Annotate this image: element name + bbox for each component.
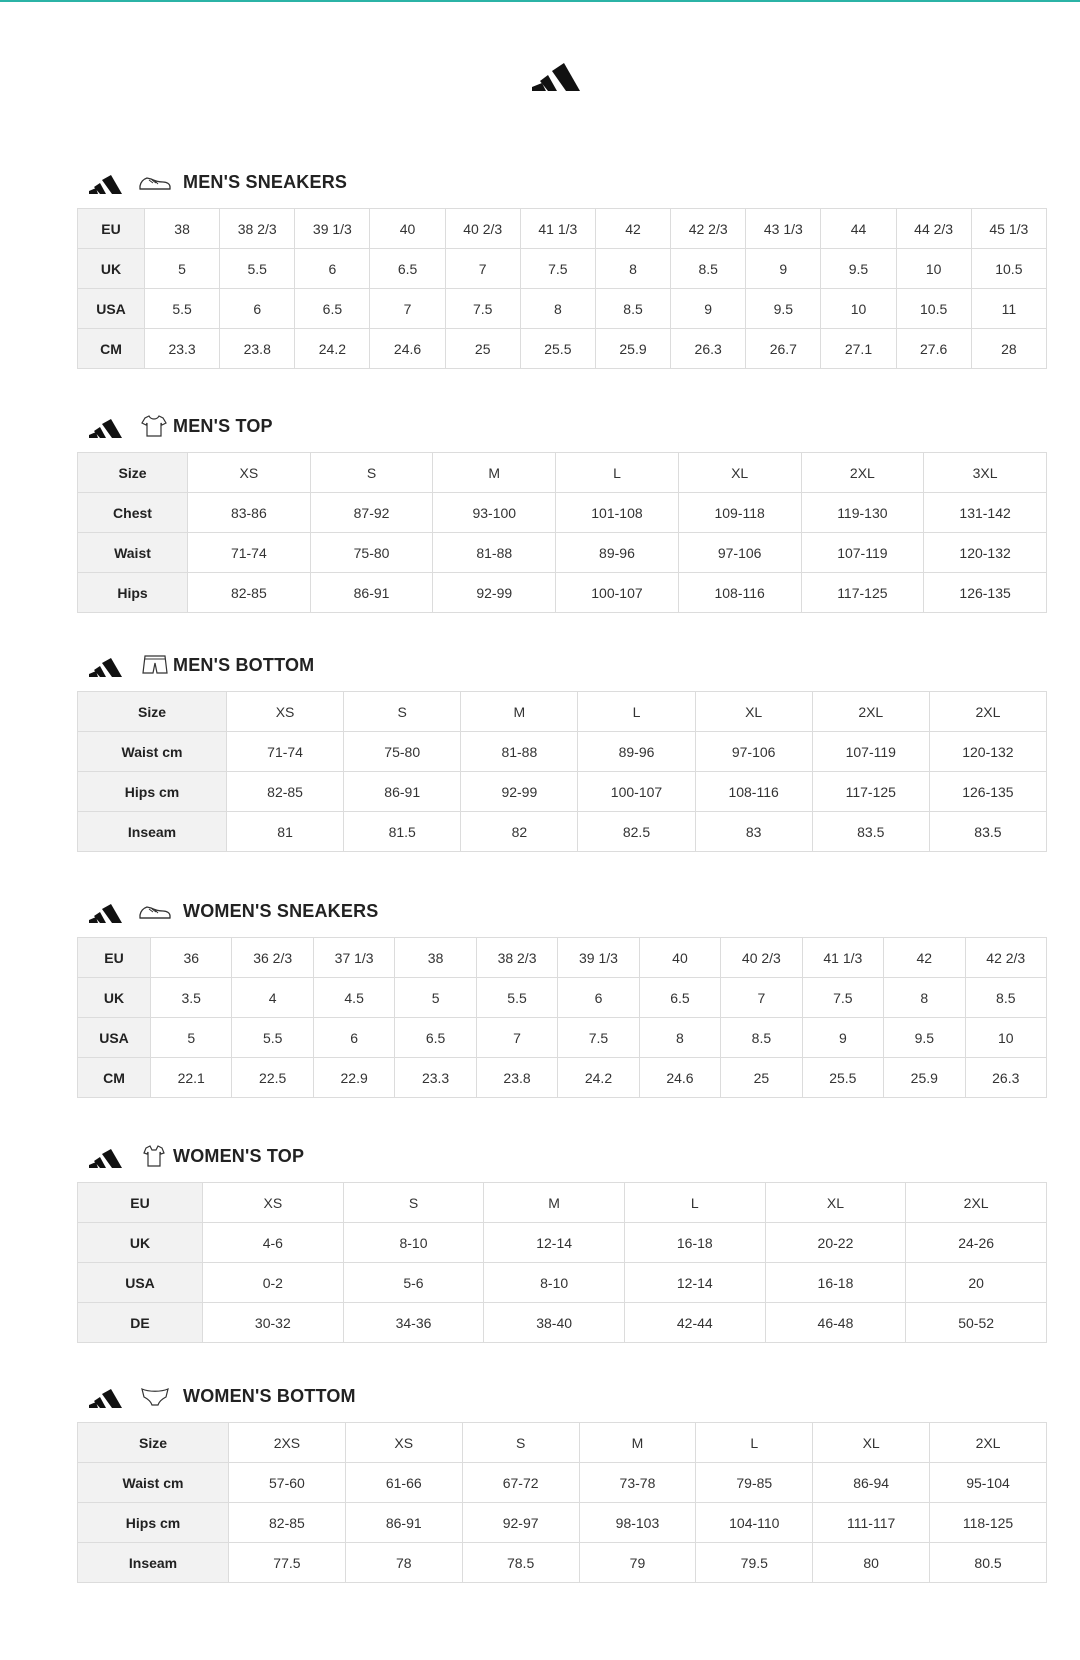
table-cell: 20 <box>906 1263 1047 1303</box>
row-label: DE <box>78 1303 203 1343</box>
table-cell: 7.5 <box>520 249 595 289</box>
table-cell: XL <box>813 1423 930 1463</box>
top-accent-line <box>0 0 1080 2</box>
table-row <box>78 1543 1047 1583</box>
table-cell: 6.5 <box>295 289 370 329</box>
row-label: UK <box>78 978 151 1018</box>
table-cell: 26.3 <box>671 329 746 369</box>
section-womens-sneakers <box>77 891 1047 1098</box>
row-label: UK <box>78 249 145 289</box>
table-cell: L <box>696 1423 813 1463</box>
table-cell: 81-88 <box>461 732 578 772</box>
table-cell: 80 <box>813 1543 930 1583</box>
table-row <box>78 772 1047 812</box>
table-cell: 30-32 <box>203 1303 344 1343</box>
table-cell: 3.5 <box>151 978 232 1018</box>
table-row <box>78 329 1047 369</box>
table-cell: 34-36 <box>343 1303 484 1343</box>
table-cell: 92-99 <box>433 573 556 613</box>
table-cell: L <box>578 692 695 732</box>
table-cell: 5.5 <box>220 249 295 289</box>
table-cell: M <box>433 453 556 493</box>
table-cell: 24.2 <box>558 1058 639 1098</box>
table-cell: 118-125 <box>930 1503 1047 1543</box>
table-row <box>78 1303 1047 1343</box>
table-cell: 39 1/3 <box>558 938 639 978</box>
section-header <box>77 1376 1047 1416</box>
table-cell: 11 <box>971 289 1046 329</box>
table-cell: 23.8 <box>476 1058 557 1098</box>
table-cell: 10 <box>896 249 971 289</box>
table-cell: 108-116 <box>695 772 812 812</box>
table-cell: 92-97 <box>462 1503 579 1543</box>
table-row <box>78 453 1047 493</box>
table-cell: 16-18 <box>624 1223 765 1263</box>
table-cell: 2XL <box>801 453 924 493</box>
table-cell: 6 <box>313 1018 394 1058</box>
row-label: Hips <box>78 573 188 613</box>
table-cell: 126-135 <box>929 772 1046 812</box>
briefs-icon <box>137 1383 173 1409</box>
table-row <box>78 978 1047 1018</box>
table-cell: 5 <box>145 249 220 289</box>
table-cell: 38 <box>395 938 476 978</box>
table-cell: 9 <box>746 249 821 289</box>
table-cell: XL <box>695 692 812 732</box>
table-cell: 7 <box>721 978 802 1018</box>
table-cell: XS <box>188 453 311 493</box>
table-cell: 27.1 <box>821 329 896 369</box>
table-cell: 89-96 <box>556 533 679 573</box>
table-cell: 25.9 <box>595 329 670 369</box>
table-cell: 41 1/3 <box>520 209 595 249</box>
table-row <box>78 938 1047 978</box>
table-row <box>78 533 1047 573</box>
table-cell: 107-119 <box>801 533 924 573</box>
section-title: MEN'S SNEAKERS <box>183 171 348 192</box>
table-cell: 8 <box>595 249 670 289</box>
table-cell: 25.9 <box>884 1058 965 1098</box>
table-cell: 24.2 <box>295 329 370 369</box>
table-row <box>78 573 1047 613</box>
section-header <box>77 162 1047 202</box>
row-label: Waist cm <box>78 1463 229 1503</box>
size-table <box>77 208 1047 369</box>
row-label: USA <box>78 1018 151 1058</box>
table-cell: 9 <box>671 289 746 329</box>
size-table <box>77 937 1047 1098</box>
table-cell: 50-52 <box>906 1303 1047 1343</box>
table-cell: 82 <box>461 812 578 852</box>
table-cell: 40 2/3 <box>721 938 802 978</box>
section-mens-sneakers <box>77 162 1047 369</box>
table-cell: 2XL <box>930 1423 1047 1463</box>
table-row <box>78 1503 1047 1543</box>
table-cell: XS <box>345 1423 462 1463</box>
table-cell: 36 <box>151 938 232 978</box>
table-cell: 10.5 <box>896 289 971 329</box>
table-cell: 67-72 <box>462 1463 579 1503</box>
table-row <box>78 209 1047 249</box>
section-title: WOMEN'S SNEAKERS <box>183 900 379 921</box>
table-cell: M <box>484 1183 625 1223</box>
table-cell: 61-66 <box>345 1463 462 1503</box>
table-cell: 28 <box>971 329 1046 369</box>
table-cell: 73-78 <box>579 1463 696 1503</box>
table-cell: 131-142 <box>924 493 1047 533</box>
table-cell: 9.5 <box>821 249 896 289</box>
row-label: Hips cm <box>78 1503 229 1543</box>
row-label: CM <box>78 1058 151 1098</box>
table-cell: 83.5 <box>812 812 929 852</box>
table-cell: 108-116 <box>678 573 801 613</box>
section-title: WOMEN'S BOTTOM <box>183 1385 356 1406</box>
section-title: MEN'S BOTTOM <box>173 654 315 675</box>
table-cell: 23.8 <box>220 329 295 369</box>
table-cell: 83 <box>695 812 812 852</box>
section-header <box>77 891 1047 931</box>
row-label: Waist <box>78 533 188 573</box>
table-cell: 81 <box>227 812 344 852</box>
table-row <box>78 1423 1047 1463</box>
table-cell: 6 <box>220 289 295 329</box>
table-cell: 5 <box>151 1018 232 1058</box>
table-cell: 40 <box>370 209 445 249</box>
table-cell: 82-85 <box>227 772 344 812</box>
table-cell: 4 <box>232 978 313 1018</box>
table-cell: 16-18 <box>765 1263 906 1303</box>
brand-logo-icon <box>89 170 127 194</box>
row-label: Inseam <box>78 812 227 852</box>
table-row <box>78 692 1047 732</box>
row-label: Size <box>78 1423 229 1463</box>
row-label: Hips cm <box>78 772 227 812</box>
table-cell: 7.5 <box>558 1018 639 1058</box>
table-cell: 27.6 <box>896 329 971 369</box>
table-cell: S <box>310 453 433 493</box>
table-cell: 2XL <box>812 692 929 732</box>
table-cell: 23.3 <box>395 1058 476 1098</box>
table-cell: 93-100 <box>433 493 556 533</box>
table-cell: 83-86 <box>188 493 311 533</box>
table-cell: 98-103 <box>579 1503 696 1543</box>
table-cell: 40 2/3 <box>445 209 520 249</box>
size-table <box>77 1422 1047 1583</box>
table-cell: 38 2/3 <box>220 209 295 249</box>
section-header <box>77 406 1047 446</box>
table-cell: S <box>343 1183 484 1223</box>
table-cell: 44 <box>821 209 896 249</box>
table-cell: 12-14 <box>624 1263 765 1303</box>
table-cell: 86-94 <box>813 1463 930 1503</box>
table-cell: 71-74 <box>188 533 311 573</box>
table-cell: 6.5 <box>639 978 720 1018</box>
table-cell: 79.5 <box>696 1543 813 1583</box>
table-row <box>78 1223 1047 1263</box>
table-cell: 57-60 <box>229 1463 346 1503</box>
table-cell: 25 <box>721 1058 802 1098</box>
table-cell: 8 <box>639 1018 720 1058</box>
table-cell: 83.5 <box>929 812 1046 852</box>
women-top-icon <box>137 1143 173 1169</box>
table-cell: 5-6 <box>343 1263 484 1303</box>
table-cell: 6 <box>558 978 639 1018</box>
table-cell: 109-118 <box>678 493 801 533</box>
table-body <box>78 209 1047 369</box>
table-row <box>78 493 1047 533</box>
section-womens-bottom <box>77 1376 1047 1583</box>
table-cell: 45 1/3 <box>971 209 1046 249</box>
table-cell: 39 1/3 <box>295 209 370 249</box>
table-cell: 117-125 <box>812 772 929 812</box>
table-cell: 86-91 <box>345 1503 462 1543</box>
table-cell: 9.5 <box>746 289 821 329</box>
table-cell: 26.3 <box>965 1058 1046 1098</box>
size-table <box>77 452 1047 613</box>
table-cell: 120-132 <box>924 533 1047 573</box>
table-cell: 86-91 <box>344 772 461 812</box>
row-label: Chest <box>78 493 188 533</box>
table-cell: 22.1 <box>151 1058 232 1098</box>
table-cell: 8.5 <box>595 289 670 329</box>
table-cell: M <box>461 692 578 732</box>
brand-logo-icon <box>89 653 127 677</box>
table-cell: XL <box>678 453 801 493</box>
table-cell: 2XL <box>906 1183 1047 1223</box>
table-body <box>78 692 1047 852</box>
table-cell: 25 <box>445 329 520 369</box>
table-cell: 7 <box>445 249 520 289</box>
table-cell: 119-130 <box>801 493 924 533</box>
row-label: Size <box>78 692 227 732</box>
table-cell: 9 <box>802 1018 883 1058</box>
sneaker-icon <box>137 169 173 195</box>
table-row <box>78 249 1047 289</box>
table-cell: 6.5 <box>370 249 445 289</box>
table-cell: 78 <box>345 1543 462 1583</box>
brand-logo-icon <box>89 1144 127 1168</box>
table-cell: 36 2/3 <box>232 938 313 978</box>
table-cell: 82-85 <box>229 1503 346 1543</box>
table-body <box>78 453 1047 613</box>
table-cell: 104-110 <box>696 1503 813 1543</box>
table-cell: 100-107 <box>556 573 679 613</box>
table-row <box>78 1058 1047 1098</box>
row-label: USA <box>78 1263 203 1303</box>
table-cell: 82.5 <box>578 812 695 852</box>
table-cell: 22.9 <box>313 1058 394 1098</box>
row-label: EU <box>78 938 151 978</box>
table-cell: 3XL <box>924 453 1047 493</box>
table-cell: XS <box>203 1183 344 1223</box>
row-label: CM <box>78 329 145 369</box>
table-cell: 38 2/3 <box>476 938 557 978</box>
sneaker-icon <box>137 898 173 924</box>
row-label: Inseam <box>78 1543 229 1583</box>
table-cell: 24.6 <box>639 1058 720 1098</box>
table-cell: 92-99 <box>461 772 578 812</box>
table-cell: 80.5 <box>930 1543 1047 1583</box>
table-cell: 79-85 <box>696 1463 813 1503</box>
table-cell: 8.5 <box>721 1018 802 1058</box>
section-title: WOMEN'S TOP <box>173 1145 305 1166</box>
table-cell: 107-119 <box>812 732 929 772</box>
table-cell: S <box>462 1423 579 1463</box>
table-cell: 89-96 <box>578 732 695 772</box>
table-cell: L <box>556 453 679 493</box>
table-cell: 38 <box>145 209 220 249</box>
table-cell: 81.5 <box>344 812 461 852</box>
table-cell: 87-92 <box>310 493 433 533</box>
table-cell: 37 1/3 <box>313 938 394 978</box>
table-cell: 42 2/3 <box>965 938 1046 978</box>
table-cell: 42-44 <box>624 1303 765 1343</box>
table-cell: 10 <box>821 289 896 329</box>
table-row <box>78 1018 1047 1058</box>
table-cell: 25.5 <box>520 329 595 369</box>
table-cell: 43 1/3 <box>746 209 821 249</box>
table-cell: 42 <box>595 209 670 249</box>
table-cell: 22.5 <box>232 1058 313 1098</box>
table-cell: 117-125 <box>801 573 924 613</box>
table-cell: 95-104 <box>930 1463 1047 1503</box>
table-cell: 42 2/3 <box>671 209 746 249</box>
table-cell: 25.5 <box>802 1058 883 1098</box>
table-cell: 81-88 <box>433 533 556 573</box>
section-mens-bottom <box>77 645 1047 852</box>
table-body <box>78 1423 1047 1583</box>
size-table <box>77 1182 1047 1343</box>
table-cell: 5 <box>395 978 476 1018</box>
brand-logo-icon <box>89 899 127 923</box>
table-cell: 8-10 <box>484 1263 625 1303</box>
table-cell: 75-80 <box>310 533 433 573</box>
table-cell: 10 <box>965 1018 1046 1058</box>
section-womens-top <box>77 1136 1047 1343</box>
section-header <box>77 1136 1047 1176</box>
table-cell: 24.6 <box>370 329 445 369</box>
table-cell: XL <box>765 1183 906 1223</box>
table-cell: 7 <box>476 1018 557 1058</box>
table-cell: 0-2 <box>203 1263 344 1303</box>
table-cell: 101-108 <box>556 493 679 533</box>
table-cell: 42 <box>884 938 965 978</box>
table-cell: 23.3 <box>145 329 220 369</box>
table-cell: 6 <box>295 249 370 289</box>
row-label: EU <box>78 1183 203 1223</box>
table-cell: 82-85 <box>188 573 311 613</box>
table-row <box>78 1183 1047 1223</box>
brand-logo-icon <box>89 1384 127 1408</box>
table-cell: 38-40 <box>484 1303 625 1343</box>
section-mens-top <box>77 406 1047 613</box>
table-row <box>78 1463 1047 1503</box>
table-cell: 111-117 <box>813 1503 930 1543</box>
row-label: Waist cm <box>78 732 227 772</box>
table-cell: M <box>579 1423 696 1463</box>
section-header <box>77 645 1047 685</box>
tshirt-icon <box>137 413 173 439</box>
table-row <box>78 1263 1047 1303</box>
table-cell: 2XL <box>929 692 1046 732</box>
table-cell: 12-14 <box>484 1223 625 1263</box>
table-cell: 77.5 <box>229 1543 346 1583</box>
table-cell: 20-22 <box>765 1223 906 1263</box>
table-cell: L <box>624 1183 765 1223</box>
table-cell: 120-132 <box>929 732 1046 772</box>
table-body <box>78 1183 1047 1343</box>
table-cell: 2XS <box>229 1423 346 1463</box>
table-cell: 97-106 <box>695 732 812 772</box>
table-cell: 8-10 <box>343 1223 484 1263</box>
table-cell: 8 <box>520 289 595 329</box>
row-label: Size <box>78 453 188 493</box>
table-cell: 8.5 <box>671 249 746 289</box>
table-cell: 41 1/3 <box>802 938 883 978</box>
table-cell: 26.7 <box>746 329 821 369</box>
table-cell: 46-48 <box>765 1303 906 1343</box>
table-row <box>78 732 1047 772</box>
table-cell: 9.5 <box>884 1018 965 1058</box>
table-cell: 8 <box>884 978 965 1018</box>
table-cell: 8.5 <box>965 978 1046 1018</box>
table-cell: 5.5 <box>145 289 220 329</box>
table-cell: 44 2/3 <box>896 209 971 249</box>
table-cell: 86-91 <box>310 573 433 613</box>
table-cell: S <box>344 692 461 732</box>
table-cell: 4.5 <box>313 978 394 1018</box>
row-label: UK <box>78 1223 203 1263</box>
shorts-icon <box>137 652 173 678</box>
table-row <box>78 812 1047 852</box>
table-cell: 5.5 <box>232 1018 313 1058</box>
table-cell: 7.5 <box>445 289 520 329</box>
table-cell: 97-106 <box>678 533 801 573</box>
size-table <box>77 691 1047 852</box>
table-cell: 24-26 <box>906 1223 1047 1263</box>
table-cell: 7.5 <box>802 978 883 1018</box>
table-body <box>78 938 1047 1098</box>
brand-logo-icon <box>532 55 590 91</box>
row-label: USA <box>78 289 145 329</box>
table-cell: 79 <box>579 1543 696 1583</box>
table-cell: 4-6 <box>203 1223 344 1263</box>
table-cell: 126-135 <box>924 573 1047 613</box>
table-cell: 71-74 <box>227 732 344 772</box>
row-label: EU <box>78 209 145 249</box>
section-title: MEN'S TOP <box>173 415 273 436</box>
table-cell: 5.5 <box>476 978 557 1018</box>
table-cell: XS <box>227 692 344 732</box>
table-cell: 40 <box>639 938 720 978</box>
table-cell: 78.5 <box>462 1543 579 1583</box>
brand-logo-icon <box>89 414 127 438</box>
table-cell: 6.5 <box>395 1018 476 1058</box>
table-cell: 7 <box>370 289 445 329</box>
table-cell: 75-80 <box>344 732 461 772</box>
table-cell: 10.5 <box>971 249 1046 289</box>
table-cell: 100-107 <box>578 772 695 812</box>
table-row <box>78 289 1047 329</box>
